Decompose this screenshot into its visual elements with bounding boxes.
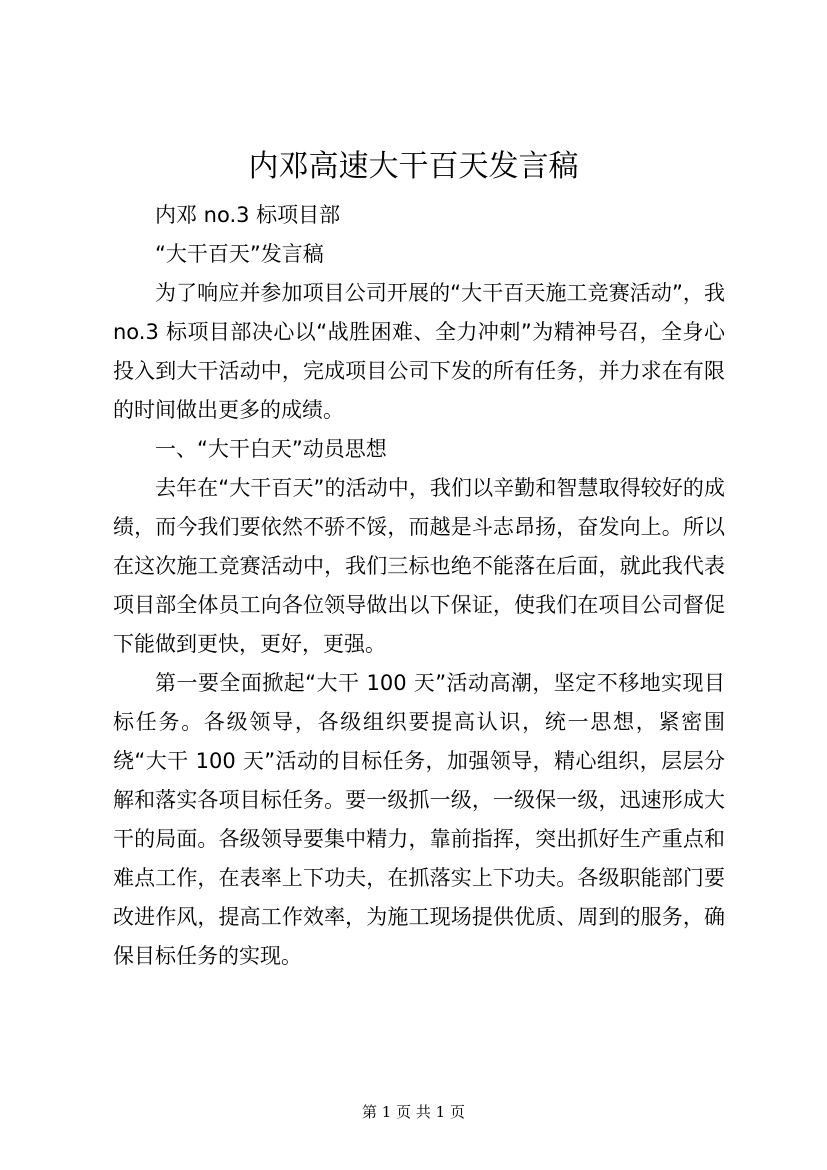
- paragraph-project-department: 内邓 no.3 标项目部: [155, 203, 341, 227]
- paragraph-intro: 为了响应并参加项目公司开展的“大干百天施工竞赛活动”，我 no.3 标项目部决心以“战胜困难、全力冲刺”为精神号召，全身心投入到大干活动中，完成项目公司下发的所有任务，并力求在有限的时间做出更多的成绩。: [113, 281, 725, 422]
- document-title: 内邓高速大干百天发言稿: [248, 149, 579, 184]
- document-body: [113, 196, 725, 976]
- section-heading-1: 一、“大干白天”动员思想: [155, 437, 387, 461]
- paragraph-last-year: 去年在“大干百天”的活动中，我们以辛勤和智慧取得较好的成绩，而今我们要依然不骄不馁，而越是斗志昂扬，奋发向上。所以在这次施工竞赛活动中，我们三标也绝不能落在后面，就此我代表项目部全体员工向各位领导做出以下保证，使我们在项目公司督促下能做到更快，更好，更强。: [113, 476, 725, 656]
- page-footer: 第 1 页 共 1 页: [362, 1103, 465, 1121]
- paragraph-speech-label: “大干百天”发言稿: [155, 242, 324, 266]
- paragraph-first-requirement: 第一要全面掀起“大干 100 天”活动高潮，坚定不移地实现目标任务。各级领导，各级组织要提高认识，统一思想，紧密围绕“大干 100 天”活动的目标任务，加强领导，精心组织，层层分解和落实各项目标任务。要一级抓一级，一级保一级，迅速形成大干的局面。各级领导要集中精力，靠前指挥，突出抓好生产重点和难点工作，在表率上下功夫，在抓落实上下功夫。各级职能部门要改进作风，提高工作效率，为施工现场提供优质、周到的服务，确保目标任务的实现。: [113, 671, 725, 968]
